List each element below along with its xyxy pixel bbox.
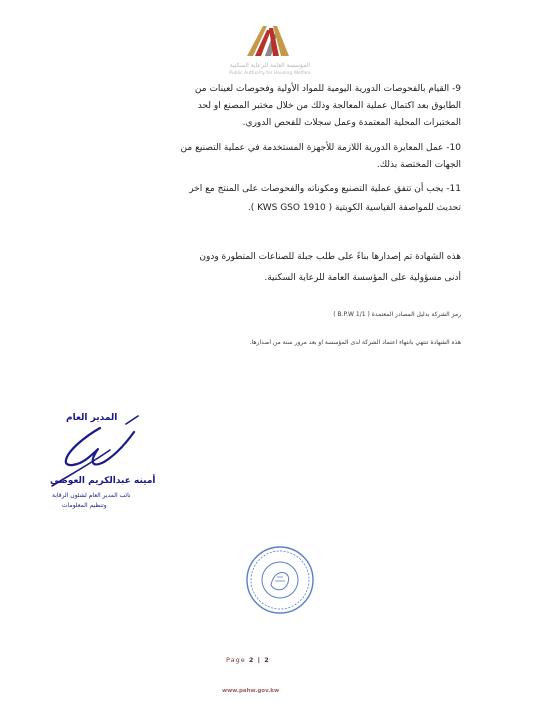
- certificate-statement-line-1: هذه الشهادة تم إصدارها بناءً على طلب جبلة للصناعات المتطورة ودون: [199, 252, 461, 262]
- signatory-role-line-2: وتنظيم المعلومات: [62, 502, 107, 509]
- page-value: 2 | 2: [248, 656, 270, 664]
- item-9-line-3: المختبرات المحلية المعتمدة وعمل سجلات للفحص الدوري.: [242, 118, 461, 128]
- item-11-line-1: 11- يجب أن تتفق عملية التصنيع ومكوناته والفحوصات على المنتج مع اخر: [189, 184, 461, 194]
- org-name-english: Public Authority for Housing Welfare: [229, 71, 311, 76]
- website-link[interactable]: www.pahw.gov.kw: [222, 688, 280, 694]
- item-10-line-2: الجهات المختصة بذلك.: [376, 160, 461, 170]
- item-11-line-2: تحديث للمواصفة القياسية الكويتية ( KWS GSO 1910 ).: [247, 203, 461, 213]
- certificate-statement-line-2: أدنى مسؤولية على المؤسسة العامة للرعاية السكنية.: [264, 273, 461, 283]
- signatory-name: أمينه عبدالكريم العوضي: [50, 476, 156, 486]
- item-9-line-2: الطابوق بعد اكتمال عملية المعالجة وذلك من خلال مختبر المصنع او لحد: [197, 101, 461, 111]
- item-9-line-1: 9- القيام بالفحوصات الدورية اليومية للمواد الأولية وفحوصات لعينات من: [194, 84, 461, 94]
- company-code-note: رمز الشركة بدليل المصادر المعتمدة ( B.P.W 1/1 ): [333, 311, 461, 318]
- official-stamp-icon: [245, 545, 315, 615]
- expiry-note: هذه الشهادة تنتهي بانتهاء اعتماد الشركة لدى المؤسسة او بعد مرور سنة من اصدارها.: [249, 339, 461, 346]
- org-name-arabic: المؤسسة العامة للرعاية السكنية: [229, 62, 311, 69]
- signatory-role-line-1: نائب المدير العام لشئون الرقابة: [52, 492, 131, 499]
- item-10-line-1: 10- عمل المعايرة الدورية اللازمة للأجهزة المستخدمة في عملية التصنيع من: [180, 143, 461, 153]
- page-number: [226, 656, 270, 664]
- pahw-logo-icon: [243, 22, 293, 58]
- signature-title: المدير العام: [66, 413, 118, 423]
- page-label: Page: [226, 656, 246, 664]
